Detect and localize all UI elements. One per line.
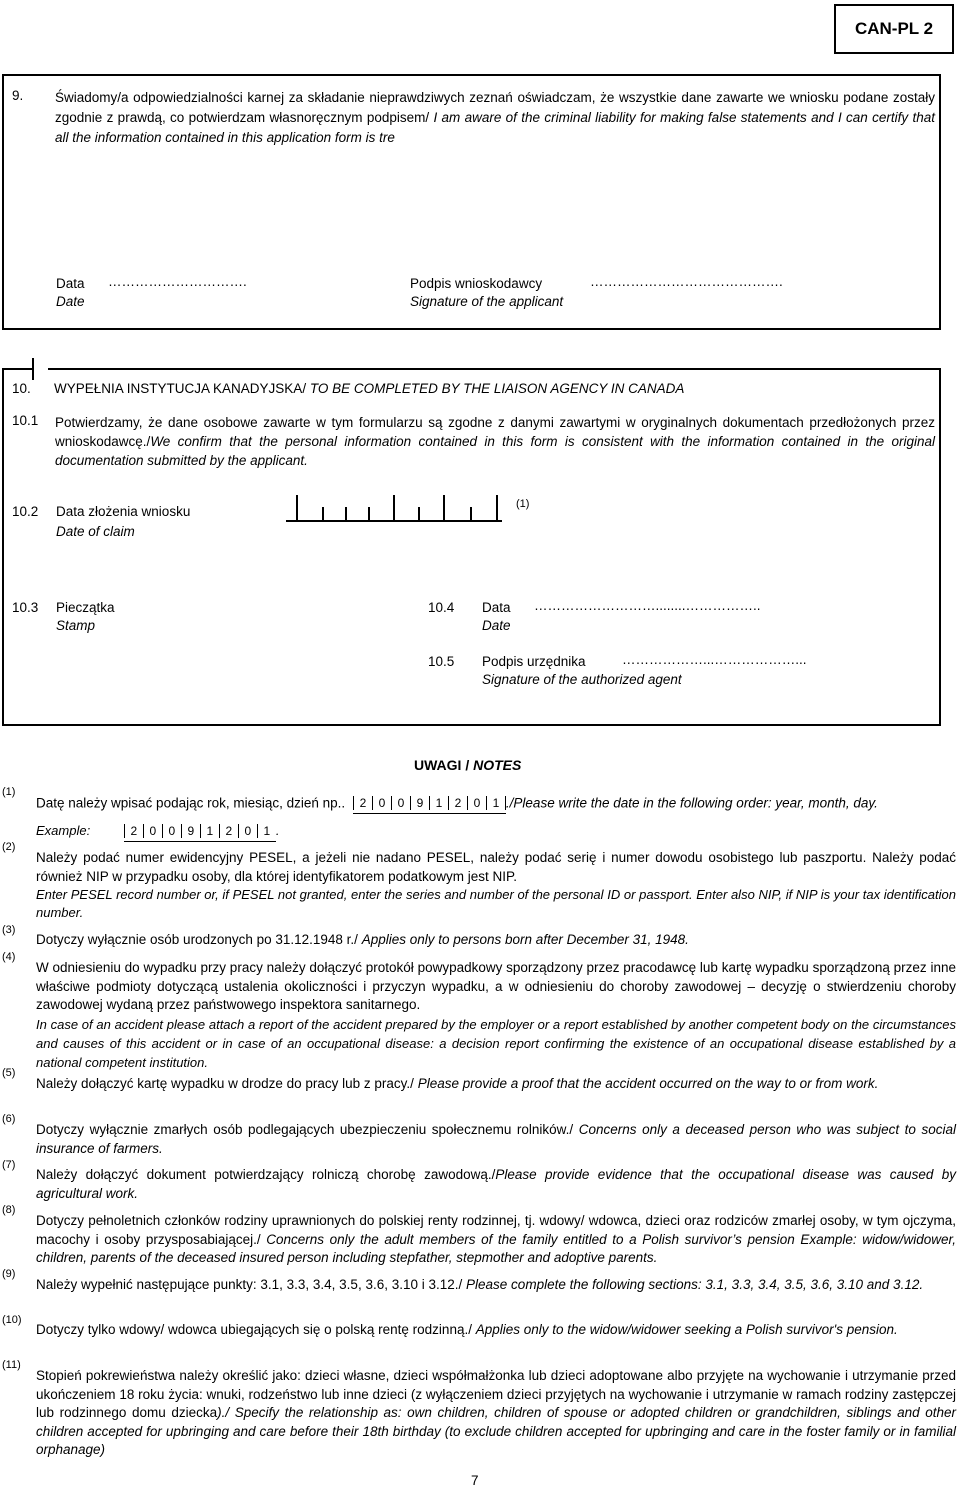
- note-3-text: [36, 931, 956, 950]
- digit: 1: [429, 796, 448, 810]
- claim-date-tick: [443, 495, 445, 521]
- note-2-pl: Należy podać numer ewidencyjny PESEL, a jeżeli nie nadano PESEL, należy podać serię i numer dowodu osobistego lub paszportu. Należy podać również NIP w przypadku osoby, dla której identyfikatorem podatkowym jest NIP.: [36, 850, 956, 884]
- digit: 9: [410, 796, 429, 810]
- digit: 0: [143, 824, 162, 838]
- claim-date-field[interactable]: [286, 495, 506, 522]
- note-4-en: In case of an accident please attach a report of the accident prepared by the employer or a report established by another competent body on the circumstances and causes of this accident or in case of an occupational disease: a decision report confirming the existence of an occupational disease established by a national competent institution.: [36, 1017, 956, 1070]
- section-10-tab: [32, 358, 48, 380]
- claim-date-tick: [322, 507, 324, 521]
- date-label-en: Date: [56, 294, 85, 309]
- note-11-pl: Stopień pokrewieństwa należy określić jako: dzieci własne, dzieci współmałżonka lub dzieci adoptowane albo przyjęte na wychowanie i utrzymanie przed ukończeniem 18 roku życia: wnuki, rodzeństwo lub inne dzieci (z wyłączeniem dzieci przyjętych na wychowanie i utrzymanie w ramach rodziny zastępczej lub rodzinnego domu dziecka: [36, 1368, 956, 1421]
- section-10-heading: [54, 381, 684, 396]
- digit: 2: [448, 796, 467, 810]
- digit: 9: [181, 824, 200, 838]
- note-10-number: (10): [2, 1314, 22, 1326]
- note-9-number: (9): [2, 1268, 16, 1280]
- heading-pl: WYPEŁNIA INSTYTUCJA KANADYJSKA/: [54, 381, 307, 396]
- note-9-en: Please complete the following sections: 3.1, 3.3, 3.4, 3.5, 3.6, 3.10 and 3.12.: [466, 1277, 924, 1292]
- note-8-en: Concerns only the adult members of the family entitled to a Polish survivor’s pension Example: widow/widower, children, parents of the deceased insured person including stepfather, stepmother and adoptive parents.: [36, 1231, 956, 1266]
- agency-date-label-en: Date: [482, 618, 511, 633]
- digit: 0: [372, 796, 391, 810]
- claim-date-tick: [470, 507, 472, 521]
- agency-date-field[interactable]: ………………………........……………..: [534, 598, 761, 613]
- signature-label-en: Signature of the applicant: [410, 294, 564, 309]
- note-1-date-digits: [353, 794, 506, 814]
- confirmation-pl: Potwierdzamy, że dane osobowe zawarte w tym formularzu są zgodne z danymi zawartymi w oryginalnych dokumentach przedłożonych przez wnioskodawcę./: [55, 415, 935, 449]
- stamp-label-pl: Pieczątka: [56, 600, 115, 615]
- note-11-en: )./ Specify the relationship as: own children, children of spouse or adopted children or grandchildren, siblings and other children accepted for upbringing and care before their 18th birthday (to exclude children accepted for upbringing and care in the foster family or in familial orphanage): [36, 1405, 956, 1458]
- note-5-en: Please provide a proof that the accident occurred on the way to or from work.: [417, 1076, 879, 1091]
- notes-title: [414, 757, 521, 773]
- claim-date-tick: [393, 495, 395, 521]
- form-id: CAN-PL 2: [854, 19, 934, 38]
- note-9-pl: Należy wypełnić następujące punkty: 3.1, 3.3, 3.4, 3.5, 3.6, 3.10 i 3.12./: [36, 1277, 463, 1292]
- section-9-declaration: [55, 88, 935, 148]
- heading-en: TO BE COMPLETED BY THE LIAISON AGENCY IN CANADA: [309, 381, 685, 396]
- digit: 0: [391, 796, 410, 810]
- note-5-text: [36, 1075, 956, 1094]
- declaration-pl: Świadomy/a odpowiedzialności karnej za składanie nieprawdziwych zeznań oświadczam, że wszystkie dane zawarte we wniosku podane zostały zgodnie z prawdą, co potwierdzam własnoręcznym podpisem/: [55, 90, 935, 125]
- note-6-number: (6): [2, 1113, 16, 1125]
- note-7-number: (7): [2, 1159, 16, 1171]
- note-1-text: [36, 794, 956, 814]
- note-5-number: (5): [2, 1067, 16, 1079]
- item-10-3-number: 10.3: [12, 600, 39, 615]
- note-1-en: ./Please write the date in the following order: year, month, day.: [505, 795, 878, 811]
- page-number: 7: [471, 1473, 479, 1488]
- claim-date-tick: [418, 507, 420, 521]
- note-2-en: Enter PESEL record number or, if PESEL not granted, enter the series and number of the personal ID or passport. Enter also NIP, if NIP is your tax identification number.: [36, 887, 956, 920]
- form-id-badge: [834, 4, 954, 54]
- item-10-2-number: 10.2: [12, 504, 39, 519]
- claim-date-footnote-ref: [516, 498, 529, 510]
- digit: 1: [200, 824, 219, 838]
- agent-signature-label-pl: Podpis urzędnika: [482, 654, 586, 669]
- agency-date-label-pl: Data: [482, 600, 511, 615]
- digit: 2: [353, 796, 372, 810]
- example-label: Example:: [36, 823, 91, 839]
- claim-date-tick: [368, 507, 370, 521]
- note-7-text: [36, 1166, 956, 1203]
- agent-signature-field[interactable]: ………………...………………...: [622, 652, 807, 667]
- item-10-1-number: 10.1: [12, 413, 39, 428]
- signature-field[interactable]: …………………………………….: [590, 274, 783, 289]
- section-9-number: 9.: [12, 88, 24, 103]
- claim-date-label-en: Date of claim: [56, 524, 135, 539]
- note-5-pl: Należy dołączyć kartę wypadku w drodze do pracy lub z pracy./: [36, 1076, 414, 1091]
- confirmation-en: We confirm that the personal information contained in this form is consistent with the information contained in the original documentation submitted by the applicant.: [55, 434, 935, 468]
- signature-label-pl: Podpis wnioskodawcy: [410, 276, 543, 291]
- declaration-en: I am aware of the criminal liability for making false statements and I can certify that all the information contained in this application form is tre: [55, 110, 935, 145]
- note-7-en: Please provide evidence that the occupational disease was caused by agricultural work.: [36, 1167, 956, 1201]
- note-3-pl: Dotyczy wyłącznie osób urodzonych po 31.12.1948 r./: [36, 932, 358, 947]
- example-digits: [124, 822, 276, 842]
- digit: 2: [219, 824, 238, 838]
- note-10-en: Applies only to the widow/widower seeking a Polish survivor's pension.: [475, 1322, 898, 1337]
- footnote-ref-num: 1): [519, 498, 530, 510]
- section-10-number: 10.: [12, 381, 31, 396]
- note-4-number: (4): [2, 951, 16, 963]
- note-4-pl: W odniesieniu do wypadku przy pracy należy dołączyć protokół powypadkowy sporządzony przez pracodawcę lub kartę wypadku sporządzoną przez inne właściwe podmioty dotyczącą ustalenia okoliczności i przyczyn wypadku, a w odniesieniu do choroby zawodowej – decyzję o stwierdzeniu choroby zawodowej wydaną przez państwowego inspektora sanitarnego.: [36, 960, 956, 1013]
- digit: 0: [238, 824, 257, 838]
- notes-title-pl: UWAGI /: [414, 757, 470, 773]
- note-10-pl: Dotyczy tylko wdowy/ wdowca ubiegających się o polską rentę rodzinną./: [36, 1322, 472, 1337]
- note-10-text: [36, 1321, 956, 1340]
- note-6-pl: Dotyczy wyłącznie zmarłych osób podlegających ubezpieczeniu społecznemu rolników./: [36, 1122, 574, 1137]
- date-label-pl: Data: [56, 276, 85, 291]
- notes-title-en: NOTES: [473, 757, 522, 773]
- note-6-text: [36, 1121, 956, 1158]
- claim-date-tick: [296, 495, 298, 521]
- item-10-1-text: [55, 413, 935, 470]
- date-field[interactable]: ………………………….: [108, 274, 247, 289]
- note-7-pl: Należy dołączyć dokument potwierdzający rolniczą chorobę zawodową./: [36, 1167, 496, 1182]
- claim-date-label-pl: Data złożenia wniosku: [56, 504, 191, 519]
- digit: 0: [467, 796, 486, 810]
- item-10-4-number: 10.4: [428, 600, 455, 615]
- example-end: .: [275, 823, 280, 839]
- note-11-text: [36, 1367, 956, 1460]
- note-11-number: (11): [2, 1359, 21, 1371]
- digit: 0: [162, 824, 181, 838]
- agent-signature-label-en: Signature of the authorized agent: [482, 672, 682, 687]
- claim-date-tick: [345, 507, 347, 521]
- note-9-text: [36, 1276, 956, 1295]
- item-10-5-number: 10.5: [428, 654, 455, 669]
- digit: 1: [257, 824, 276, 838]
- claim-date-tick: [496, 495, 498, 521]
- stamp-label-en: Stamp: [56, 618, 96, 633]
- footnote-ref-open: (: [516, 498, 520, 510]
- note-2-number: (2): [2, 841, 16, 853]
- digit: 1: [486, 796, 506, 810]
- note-1-example: [36, 822, 956, 842]
- note-1-pl: Datę należy wpisać podając rok, miesiąc, dzień np..: [36, 795, 346, 811]
- note-8-pl: Dotyczy pełnoletnich członków rodziny uprawnionych do polskiej renty rodzinnej, tj. wdowy/ wdowca, dzieci oraz rodziców zmarłej osoby, w tym ojczyma, macochy i osoby przysposabiającej./: [36, 1213, 956, 1247]
- note-8-number: (8): [2, 1204, 16, 1216]
- note-8-text: [36, 1212, 956, 1268]
- note-3-en: Applies only to persons born after December 31, 1948.: [361, 932, 689, 947]
- digit: 2: [124, 824, 143, 838]
- note-2-text: [36, 849, 956, 886]
- note-1-number: (1): [2, 786, 16, 798]
- note-3-number: (3): [2, 924, 16, 936]
- note-6-en: Concerns only a deceased person who was subject to social insurance of farmers.: [36, 1122, 956, 1156]
